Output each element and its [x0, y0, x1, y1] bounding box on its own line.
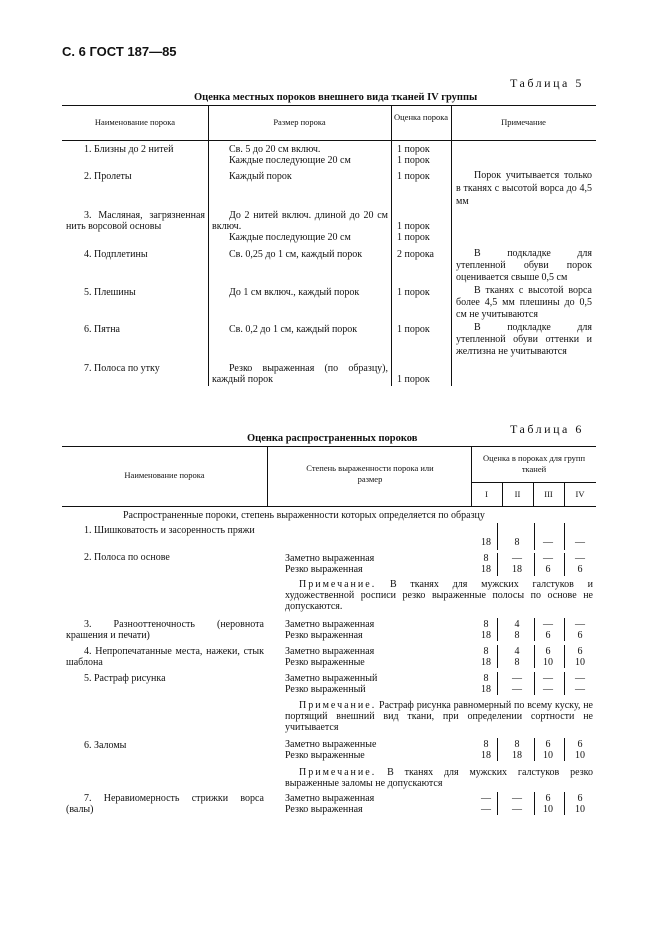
- t6-row1-g2: 8: [514, 537, 520, 548]
- t6-row3-g3-a: —: [543, 619, 553, 630]
- t6-row2-g3-a: —: [543, 553, 553, 564]
- t6-row1-g4: —: [575, 537, 585, 548]
- t5-row7-size: Резко выраженная (по образцу), каждый порок: [212, 363, 388, 385]
- t6-row3-g1-a: 8: [483, 619, 489, 630]
- t6-section-title: Распространенные пороки, степень выраженности которых определяется по образцу: [123, 510, 485, 521]
- t6-row2-degree-1: Заметно выраженная: [285, 553, 375, 564]
- t6-row2-g4-b: 6: [577, 564, 583, 575]
- t6-row4-g4-b: 10: [575, 657, 585, 668]
- t6-row5-g1-a: 8: [483, 673, 489, 684]
- t5-row2-size: Каждый порок: [229, 171, 292, 182]
- t5-row5-note: В тканях с высотой ворса более 4,5 мм плешины до 0,5 см не учитываются: [456, 285, 592, 320]
- t6-row2-g3-b: 6: [545, 564, 551, 575]
- t6-row6-degree-2: Резко выраженные: [285, 750, 365, 761]
- table6-title: Оценка распространенных пороков: [247, 433, 418, 444]
- t6-row4-g3-a: 6: [545, 646, 551, 657]
- t5-row2-note: Порок учитывается только в тканях с высотой ворса до 4,5 мм: [456, 170, 592, 207]
- t6-row5-g3-b: —: [543, 684, 553, 695]
- t5-row1-score-2: 1 порок: [397, 155, 430, 166]
- t6-row3-g1-b: 18: [481, 630, 491, 641]
- t6-note-row6-label: Примечание.: [299, 767, 377, 778]
- t6-row6-degree-1: Заметно выраженные: [285, 739, 377, 750]
- t6-row3-g2-a: 4: [514, 619, 520, 630]
- t6-row4-g1-a: 8: [483, 646, 489, 657]
- t6-row6-g1-a: 8: [483, 739, 489, 750]
- t6-row4-g2-a: 4: [514, 646, 520, 657]
- t5-row3-size-2: Каждые последующие 20 см: [229, 232, 351, 243]
- t6-row3-name: 3. Разнооттеночность (неровнота крашения и печати): [66, 619, 264, 641]
- t6-row6-g4-b: 10: [575, 750, 585, 761]
- t6-row7-g2-a: —: [512, 793, 522, 804]
- t5-header-name: Наименование порока: [94, 117, 176, 127]
- page-header: С. 6 ГОСТ 187—85: [62, 44, 177, 59]
- table6-caption: Таблица 6: [510, 422, 584, 436]
- t6-row4-g3-b: 10: [543, 657, 553, 668]
- t6-header-group-1: I: [485, 489, 488, 499]
- t6-row7-g1-a: —: [481, 793, 491, 804]
- t5-row1-size-1: Св. 5 до 20 см включ.: [229, 144, 321, 155]
- t6-row3-g2-b: 8: [514, 630, 520, 641]
- t6-row7-g2-b: —: [512, 804, 522, 815]
- t6-row6-name: 6. Заломы: [84, 740, 127, 751]
- t5-row7-score: 1 порок: [397, 374, 430, 385]
- t6-row6-g3-a: 6: [545, 739, 551, 750]
- t6-header-name: Наименование порока: [124, 470, 205, 480]
- t6-row3-g4-a: —: [575, 619, 585, 630]
- t6-header-group-3: III: [544, 489, 553, 499]
- t6-row2-g4-a: —: [575, 553, 585, 564]
- t6-row7-name: 7. Неравиомерность стрижки ворса (валы): [66, 793, 264, 815]
- t6-row5-g2-b: —: [512, 684, 522, 695]
- t6-header-groups: Оценка в пороках для групп тканей: [482, 453, 586, 474]
- t6-row5-g2-a: —: [512, 673, 522, 684]
- t5-row6-score: 1 порок: [397, 324, 430, 335]
- t6-row2-name: 2. Полоса по основе: [84, 552, 170, 563]
- t5-row7-name: 7. Полоса по утку: [84, 363, 160, 374]
- t6-row5-g4-b: —: [575, 684, 585, 695]
- t5-row4-name: 4. Подплетины: [84, 249, 148, 260]
- t6-row1-g3: —: [543, 537, 553, 548]
- t6-row5-g4-a: —: [575, 673, 585, 684]
- t5-row4-size: Св. 0,25 до 1 см, каждый порок: [229, 249, 363, 260]
- t6-row4-degree-1: Заметно выраженная: [285, 646, 375, 657]
- t5-row6-size: Св. 0,2 до 1 см, каждый порок: [229, 324, 358, 335]
- t5-row2-score: 1 порок: [397, 171, 430, 182]
- t6-row1-g1: 18: [481, 537, 491, 548]
- t5-row1-score-1: 1 порок: [397, 144, 430, 155]
- t6-header-group-2: II: [514, 489, 521, 499]
- t5-row2-name: 2. Пролеты: [84, 171, 132, 182]
- t6-row5-degree-2: Резко выраженный: [285, 684, 366, 695]
- t6-row3-g3-b: 6: [545, 630, 551, 641]
- t5-row6-note: В подкладке для утепленной обуви оттенки и желтизна не учитываются: [456, 322, 592, 357]
- t6-row5-name: 5. Растраф рисунка: [84, 673, 166, 684]
- t6-note-row6: [285, 767, 593, 789]
- t6-row2-g1-a: 8: [483, 553, 489, 564]
- t6-row6-g2-a: 8: [514, 739, 520, 750]
- t6-row7-g1-b: —: [481, 804, 491, 815]
- t6-row6-g3-b: 10: [543, 750, 553, 761]
- t6-row5-g1-b: 18: [481, 684, 491, 695]
- t6-header-degree: Степень выраженности порока или размер: [306, 463, 434, 484]
- t6-note-row2-text: В тканях для мужских галстуков и художественной росписи резко выраженные полосы по основе не допускаются.: [285, 579, 593, 612]
- t5-row5-score: 1 порок: [397, 287, 430, 298]
- t6-row3-degree-2: Резко выраженная: [285, 630, 363, 641]
- t6-row2-g2-a: —: [512, 553, 522, 564]
- t5-row5-size: До 1 см включ., каждый порок: [229, 287, 360, 298]
- t6-row2-g2-b: 18: [512, 564, 522, 575]
- t6-note-row2: [285, 579, 593, 612]
- t5-row6-name: 6. Пятна: [84, 324, 120, 335]
- t6-row2-degree-2: Резко выраженная: [285, 564, 363, 575]
- t6-row4-g2-b: 8: [514, 657, 520, 668]
- t6-row3-g4-b: 6: [577, 630, 583, 641]
- t6-row7-g3-b: 10: [543, 804, 553, 815]
- t6-note-row5: [285, 700, 593, 733]
- t5-row3-score-1: 1 порок: [397, 221, 430, 232]
- t6-header-group-4: IV: [575, 489, 585, 499]
- t6-row4-name: 4. Непропечатанные места, нажеки, стык шаблона: [66, 646, 264, 668]
- t5-row5-name: 5. Плешины: [84, 287, 136, 298]
- t5-header-note: Примечание: [501, 117, 546, 127]
- t6-row5-degree-1: Заметно выраженный: [285, 673, 378, 684]
- t6-row6-g4-a: 6: [577, 739, 583, 750]
- t6-row6-g1-b: 18: [481, 750, 491, 761]
- t6-row3-degree-1: Заметно выраженная: [285, 619, 375, 630]
- t6-note-row2-label: Примечание.: [299, 579, 377, 590]
- t6-row7-g4-a: 6: [577, 793, 583, 804]
- t6-row4-g4-a: 6: [577, 646, 583, 657]
- t6-row4-degree-2: Резко выраженные: [285, 657, 365, 668]
- t5-header-score: Оценка порока: [394, 112, 448, 122]
- t6-row2-g1-b: 18: [481, 564, 491, 575]
- t6-note-row6-text: В тканях для мужских галстуков резко выраженные заломы не допускаются: [285, 767, 594, 789]
- t6-row7-g3-a: 6: [545, 793, 551, 804]
- t5-row1-size-2: Каждые последующие 20 см: [229, 155, 351, 166]
- t6-row5-g3-a: —: [543, 673, 553, 684]
- t5-row1-name: 1. Близны до 2 нитей: [84, 144, 174, 155]
- t5-row3-size-1: До 2 нитей включ. длиной до 20 см включ.: [212, 210, 388, 232]
- t5-row4-note: В подкладке для утепленной обуви порок оценивается свыше 0,5 см: [456, 248, 592, 283]
- t5-row3-name: 3. Масляная, загрязненная нить ворсовой основы: [66, 210, 205, 232]
- t6-row7-degree-1: Заметно выраженная: [285, 793, 375, 804]
- t6-row1-name: 1. Шишковатость и засоренность пряжи: [84, 525, 255, 536]
- t6-row7-degree-2: Резко выраженная: [285, 804, 363, 815]
- t6-note-row5-label: Примечание.: [299, 700, 377, 711]
- table5-title: Оценка местных пороков внешнего вида тканей IV группы: [194, 92, 478, 103]
- t6-row4-g1-b: 18: [481, 657, 491, 668]
- t6-row6-g2-b: 18: [512, 750, 522, 761]
- t5-row4-score: 2 порока: [397, 249, 434, 260]
- t6-row7-g4-b: 10: [575, 804, 585, 815]
- t5-row3-score-2: 1 порок: [397, 232, 430, 243]
- t6-note-row5-text: Растраф рисунка равномерный по всему куску, не портящий внешний вид ткани, при определении сортности не учитывается: [285, 700, 593, 733]
- t5-header-size: Размер порока: [273, 117, 326, 127]
- table5-caption: Таблица 5: [510, 76, 584, 90]
